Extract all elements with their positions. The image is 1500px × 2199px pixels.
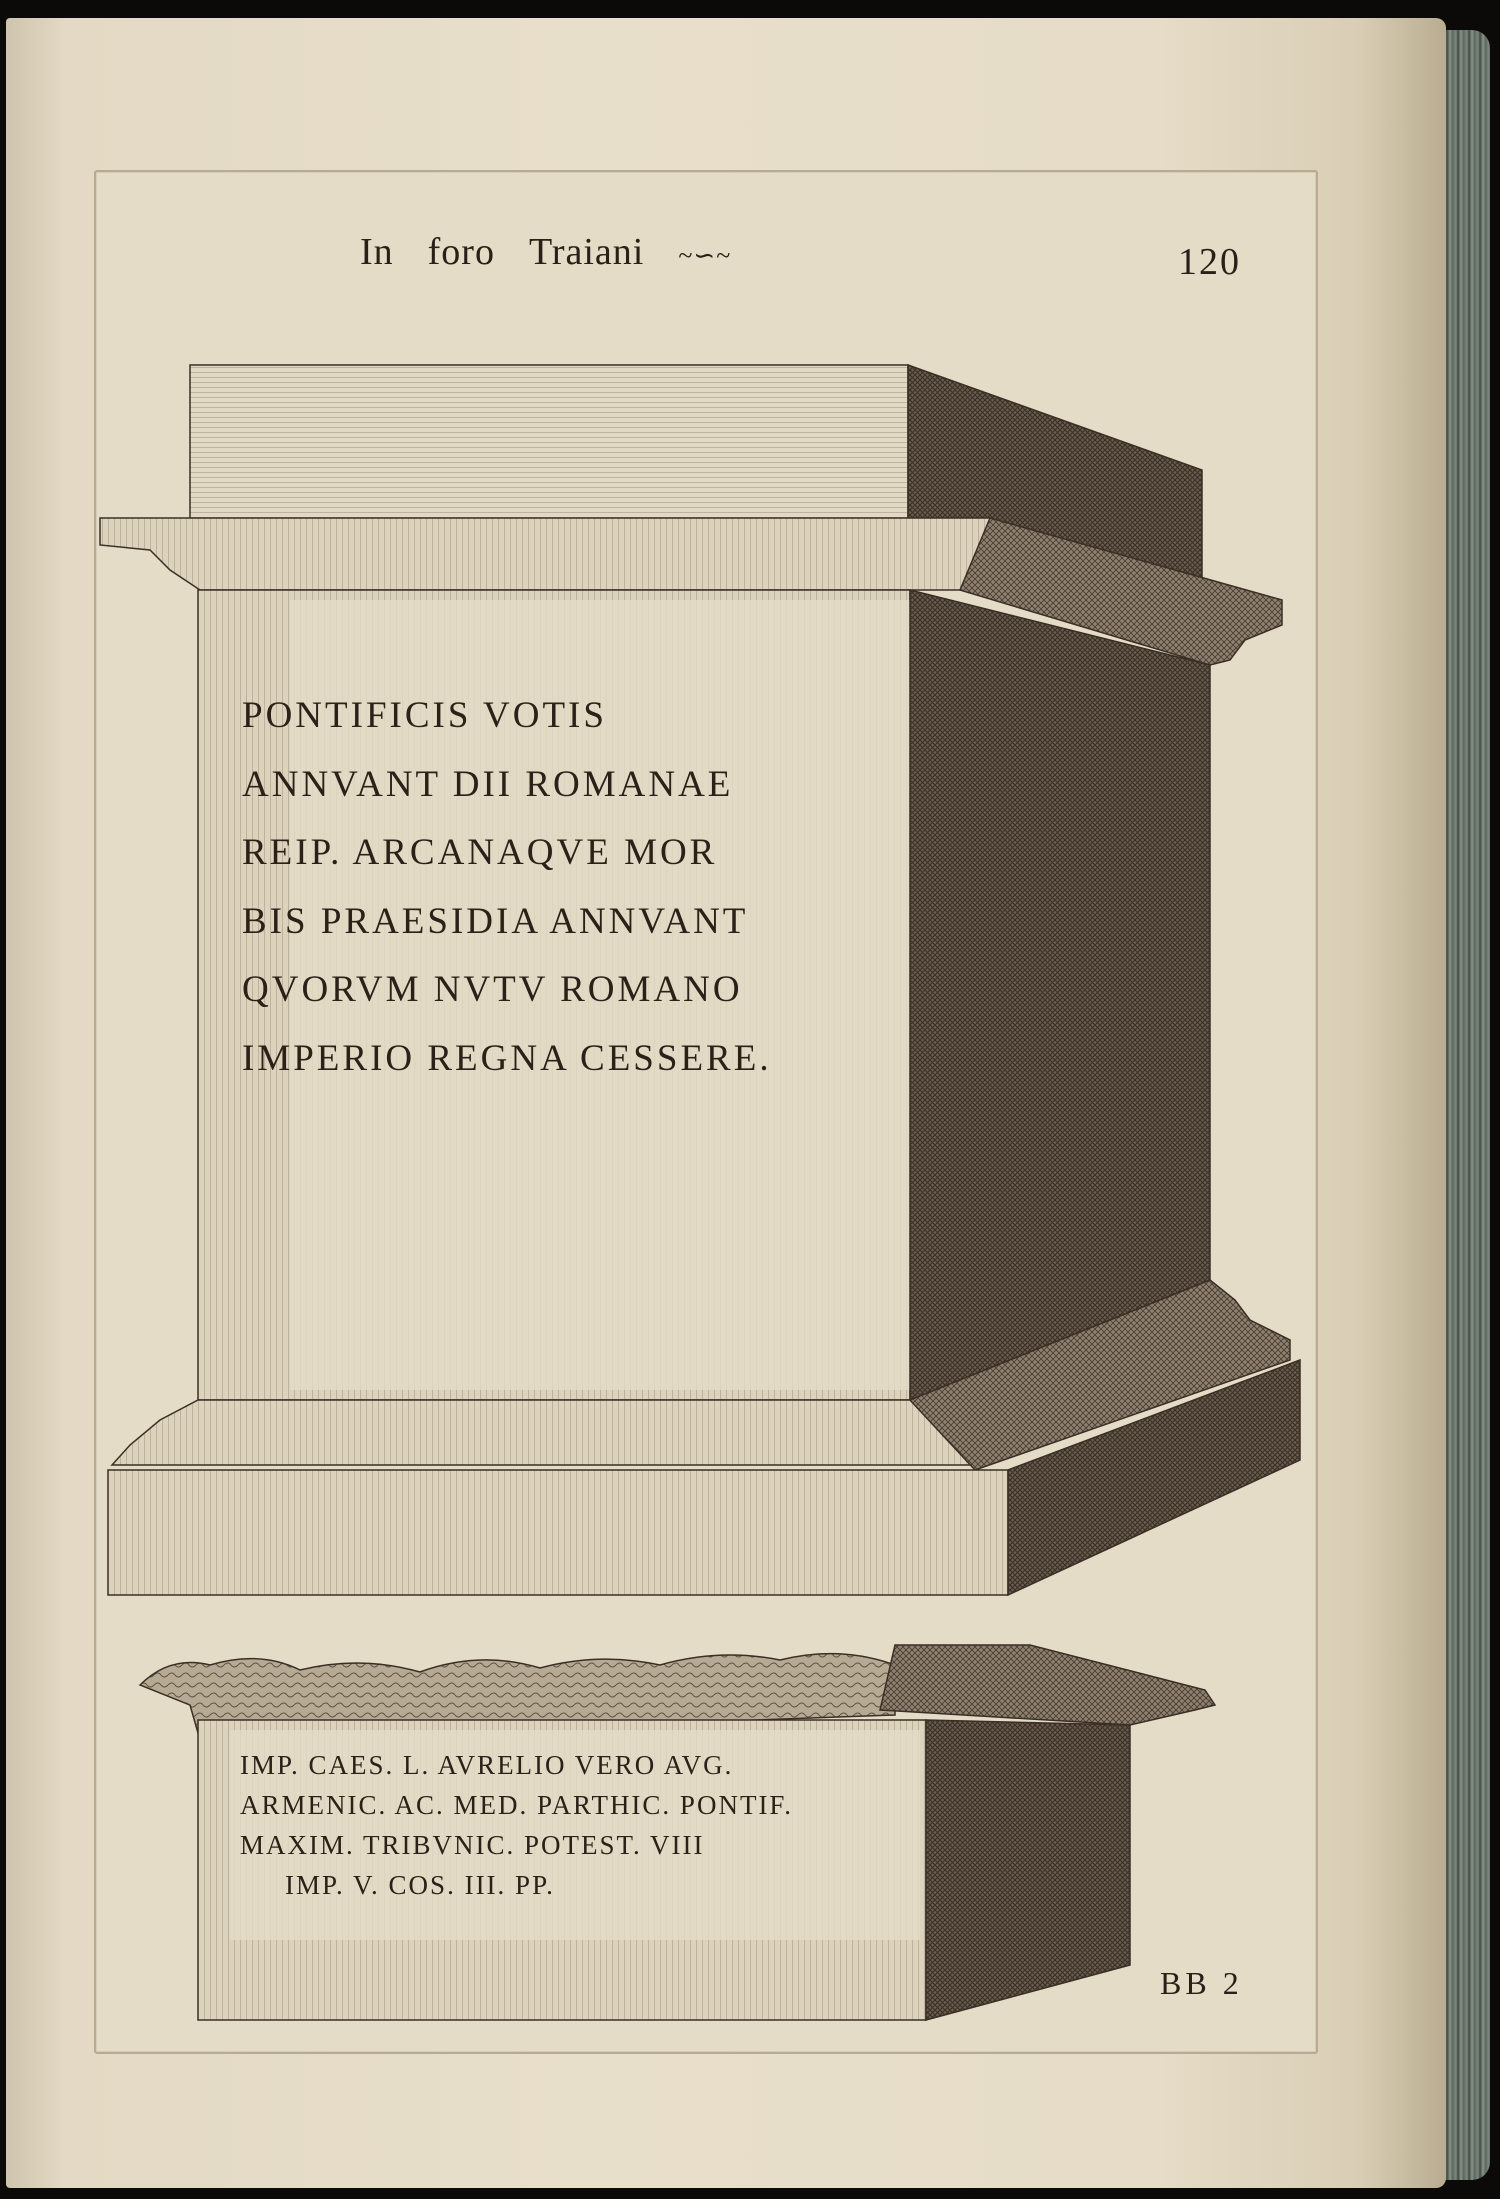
inscription-line: REIP. ARCANAQVE MOR <box>242 832 718 873</box>
inscription-line: QVORVM NVTV ROMANO <box>242 969 743 1010</box>
heading-word-foro: foro <box>427 231 495 273</box>
inscription-line: IMPERIO REGNA CESSERE. <box>242 1037 772 1079</box>
page-heading <box>360 230 765 274</box>
inscription-line: ARMENIC. AC. MED. PARTHIC. PONTIF. <box>240 1790 794 1820</box>
heading-word-traiani: Traiani <box>528 231 645 273</box>
inscription-line: ANNVANT DII ROMANAE <box>242 763 734 805</box>
signature-mark: BB 2 <box>1160 1965 1243 2001</box>
inscription-line: IMP. V. COS. III. PP. <box>285 1870 555 1900</box>
heading-word-in: In <box>360 231 394 273</box>
lower-inscription <box>240 1745 793 1905</box>
page-number: 120 <box>1178 241 1241 283</box>
flourish-ornament: ~∽~ <box>678 241 732 270</box>
inscription-line: PONTIFICIS VOTIS <box>242 695 607 736</box>
upper-inscription <box>242 682 772 1093</box>
inscription-line: BIS PRAESIDIA ANNVANT <box>242 900 749 942</box>
inscription-line: MAXIM. TRIBVNIC. POTEST. VIII <box>240 1830 705 1860</box>
inscription-line: IMP. CAES. L. AVRELIO VERO AVG. <box>240 1750 734 1780</box>
